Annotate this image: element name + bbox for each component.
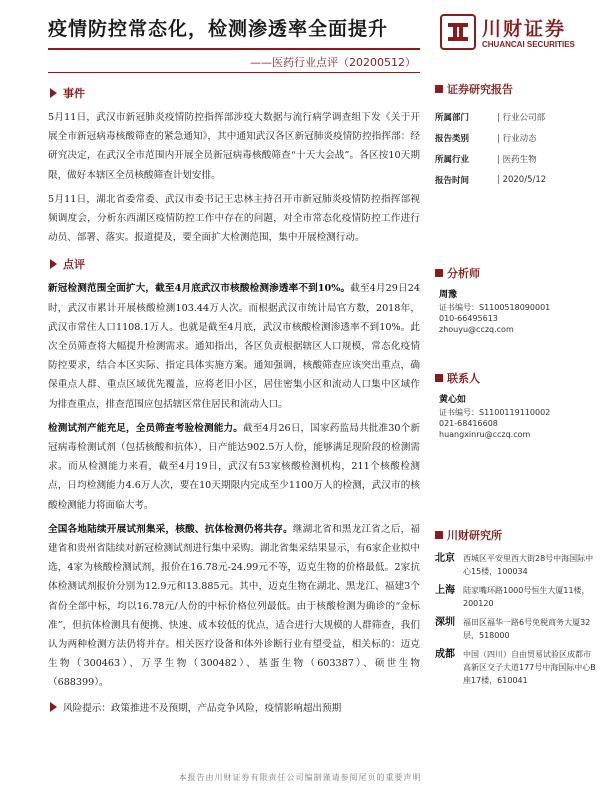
- analyst-name: 周豫: [439, 290, 458, 300]
- triangle-bullet-icon: [50, 88, 57, 98]
- logo-badge-icon: [440, 14, 476, 50]
- contact-email[interactable]: huangxinru@cczq.com: [439, 430, 531, 439]
- section-heading-comment: 点评: [48, 255, 420, 273]
- comment-3-body: 继湖北省和黑龙江省之后，福建省和贵州省陆续对新冠检测试剂进行集中采购。湖北省集采结果显示，有6家企业拟中选，4家为核酸检测试剂，报价在16.78元-24.99元不等，迈克生物的价格最低。2家抗体检测试剂报价分别为12.9元和13.885元。其中，迈克生物在湖北、黑龙江、福建3个省份全部中标，均以16.78元/人份的中标价格位列最低。由于核酸检测为确诊的“金标准”，但抗体检测具有便携、快速、成本较低的优点，适合进行大规模的人群筛查，我们认为两种检测方法仍将并存。相关医疗设备和体外诊断行业有望受益，相关标的：迈克生物（300463）、万孚生物（300482）、基蛋生物（603387）、硕世生物（688399）。: [48, 523, 421, 689]
- contact-phone: 021-68416608: [439, 419, 498, 428]
- contact-cert: 证书编号：S1100119110002: [439, 408, 551, 417]
- comment-3-lead: 全国各地陆续开展试剂集采，核酸、抗体检测仍将共存。: [48, 523, 293, 535]
- contact-heading: 联系人: [435, 369, 597, 387]
- section-heading-event: 事件: [48, 84, 420, 102]
- comment-2-lead: 检测试剂产能充足，全员筛查考验检测能力。: [48, 422, 243, 434]
- analyst-email[interactable]: zhouyu@cczq.com: [439, 325, 514, 334]
- page-title: 疫情防控常态化，检测渗透率全面提升: [48, 18, 389, 40]
- subtitle-divider: [48, 72, 420, 73]
- office-shenzhen: 深圳 福田区福华一路6号免税商务大厦32层，518000: [435, 617, 591, 640]
- risk-warning: 风险提示：政策推进不及预期，产品竞争风险，疫情影响超出预期: [48, 698, 420, 716]
- triangle-bullet-icon: [50, 702, 57, 712]
- analyst-card: [439, 290, 597, 335]
- comment-paragraph-1: [48, 279, 420, 413]
- comment-paragraph-2: [48, 419, 420, 515]
- square-bullet-icon: [435, 374, 443, 382]
- office-shanghai: 上海 陆家嘴环路1000号恒生大厦11楼，200120: [435, 585, 590, 608]
- logo-name-cn: 川财证券: [482, 18, 567, 40]
- contact-card: [439, 395, 597, 440]
- comment-2-body: 截至4月26日，国家药监局共批准30个新冠病毒检测试剂（包括核酸和抗体），日产能达902.5万人份，能够满足现阶段的检测需求。而从检测能力来看，截至4月19日，武汉有53家核酸检测机构，211个核酸检测点，日均检测能力4.6万人次，要在10天期限内完成至少1100万人的检测，武汉市的核酸检测能力将面临大考。: [48, 422, 420, 511]
- event-paragraph-1: 5月11日，武汉市新冠肺炎疫情防控指挥部涉疫大数据与流行病学调查组下发《关于开展全市新冠病毒核酸筛查的紧急通知》，其中通知武汉各区新冠肺炎疫情防控指挥部：经研究决定，在武汉全市范围内开展全员新冠病毒核酸筛查“十天大会战”。各区按10天期限，做好本辖区全员核酸筛查计划安排。: [48, 112, 420, 181]
- comment-1-body: 截至4月29日24时，武汉市累计开展核酸检测103.44万人次。而根据武汉市统计局官方数，2018年，武汉市常住人口1108.1万人。也就是截至4月底，武汉市核酸检测渗透率不到10%。此次全员筛查将大幅提升检测需求。通知指出，各区负责根据辖区人口规模，常态化疫情防控要求，结合本区实际、指定具体实施方案。通知强调，核酸筛查应该突出重点，确保重点人群、重点区域优先覆盖，应将老旧小区，居住密集小区和流动人口集中区域作为排查重点，排查范围应包括辖区常住居民和流动人口。: [48, 283, 420, 410]
- event-paragraph-2: 5月11日，湖北省委常委、武汉市委书记王忠林主持召开市新冠肺炎疫情防控指挥部视频调度会，分析东西湖区疫情防控工作中存在的问题，对全市常态化疫情防控工作进行动员、部署、落实。报道提及，要全面扩大检测范围，集中开展检测行动。: [48, 193, 420, 244]
- company-logo: [440, 14, 590, 54]
- analyst-phone: 010-66495613: [439, 314, 498, 323]
- square-bullet-icon: [435, 85, 443, 93]
- info-row-department: 所属部门 | 行业公司部: [435, 106, 597, 127]
- logo-name-en: CHUANCAI SECURITIES: [482, 40, 575, 49]
- analyst-heading: 分析师: [435, 264, 597, 282]
- page-subtitle: ——医药行业点评（20200512）: [250, 56, 416, 69]
- info-row-industry: 所属行业 | 医药生物: [435, 148, 597, 169]
- square-bullet-icon: [435, 531, 443, 539]
- research-heading: 川财研究所: [435, 526, 597, 544]
- comment-paragraph-3: [48, 520, 420, 693]
- info-row-date: 报告时间 | 2020/5/12: [435, 169, 597, 190]
- page-footer: 本报告由川财证券有限责任公司编制谨请参阅尾页的重要声明: [178, 773, 422, 782]
- main-content: [48, 80, 420, 722]
- office-beijing: 北京 西城区平安里西大街28号中海国际中心15楼，100034: [435, 553, 594, 576]
- info-row-category: 报告类别 | 行业动态: [435, 127, 597, 148]
- square-bullet-icon: [435, 269, 443, 277]
- triangle-bullet-icon: [50, 259, 57, 269]
- sidebar: [435, 80, 597, 693]
- report-heading: 证券研究报告: [435, 80, 597, 98]
- comment-1-lead: 新冠检测范围全面扩大，截至4月底武汉市核酸检测渗透率不到10%。: [48, 283, 351, 295]
- contact-name: 黄心如: [439, 395, 467, 405]
- office-chengdu: 成都 中国（四川）自由贸易试验区成都市高新区交子大道177号中海国际中心B座17楼，610041: [435, 649, 596, 685]
- analyst-cert: 证书编号：S1100518090001: [439, 303, 551, 312]
- title-divider: [48, 48, 420, 50]
